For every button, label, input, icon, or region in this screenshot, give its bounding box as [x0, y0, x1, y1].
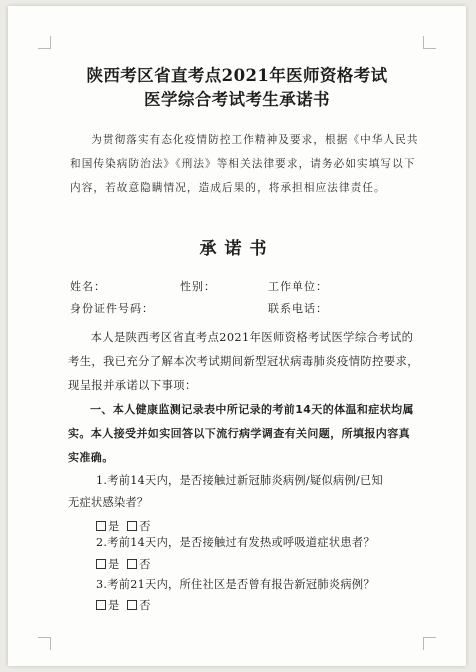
phone-field-label: 联系电话： [268, 302, 328, 315]
yes-checkbox[interactable] [96, 521, 106, 531]
question-2: 2.考前14天内，是否接触过有发热或呼吸道症状患者？ [96, 536, 375, 549]
no-checkbox[interactable] [127, 559, 137, 569]
document-title-line1: 陕西考区省直考点2021年医师资格考试 [86, 66, 388, 85]
question-2-answer [96, 556, 448, 572]
margin-mark [38, 36, 51, 49]
document-page [8, 6, 466, 666]
yes-label: 是 [108, 599, 120, 612]
document-title-line2: 医学综合考试考生承诺书 [144, 90, 330, 109]
question-1-line-2: 无症状感染者？ [68, 496, 149, 509]
yes-checkbox[interactable] [96, 600, 106, 610]
gender-field-label: 性别： [180, 280, 216, 293]
question-1-answer [96, 518, 448, 534]
margin-mark [38, 637, 51, 650]
yes-label: 是 [108, 558, 120, 571]
margin-mark [423, 36, 436, 49]
margin-mark [423, 637, 436, 650]
intro-paragraph: 为贯彻落实有态化疫情防控工作精神及要求，根据《中华人民共和国传染病防治法》《刑法》等相关法律要求，请务必如实填写以下内容，若故意隐瞒情况，造成后果的，将承担相应法律责任。 [70, 134, 419, 194]
no-checkbox[interactable] [127, 600, 137, 610]
yes-label: 是 [108, 520, 120, 533]
name-field-label: 姓名： [70, 280, 106, 293]
yes-checkbox[interactable] [96, 559, 106, 569]
id-number-field-label: 身份证件号码： [70, 302, 154, 315]
no-label: 否 [139, 558, 151, 571]
question-3: 3.考前21天内，所住社区是否曾有报告新冠肺炎病例？ [96, 578, 375, 591]
pledge-paragraph-1: 本人是陕西考区省直考点2021年医师资格考试医学综合考试的考生，我已充分了解本次考试期间新型冠状病毒肺炎疫情防控要求，现呈报并承诺以下事项： [68, 331, 419, 392]
question-1-line-1: 1.考前14天内，是否接触过新冠肺炎病例/疑似病例/已知 [96, 474, 383, 487]
question-3-answer [96, 597, 448, 613]
pledge-paragraph-2: 一、本人健康监测记录表中所记录的考前14天的体温和症状均属实。本人接受并如实回答以下流行病学调查有关问题，所填报内容真实准确。 [68, 403, 414, 464]
no-label: 否 [139, 520, 151, 533]
no-label: 否 [139, 599, 151, 612]
work-unit-field-label: 工作单位： [268, 280, 328, 293]
no-checkbox[interactable] [127, 521, 137, 531]
section-heading: 承诺书 [199, 239, 275, 259]
